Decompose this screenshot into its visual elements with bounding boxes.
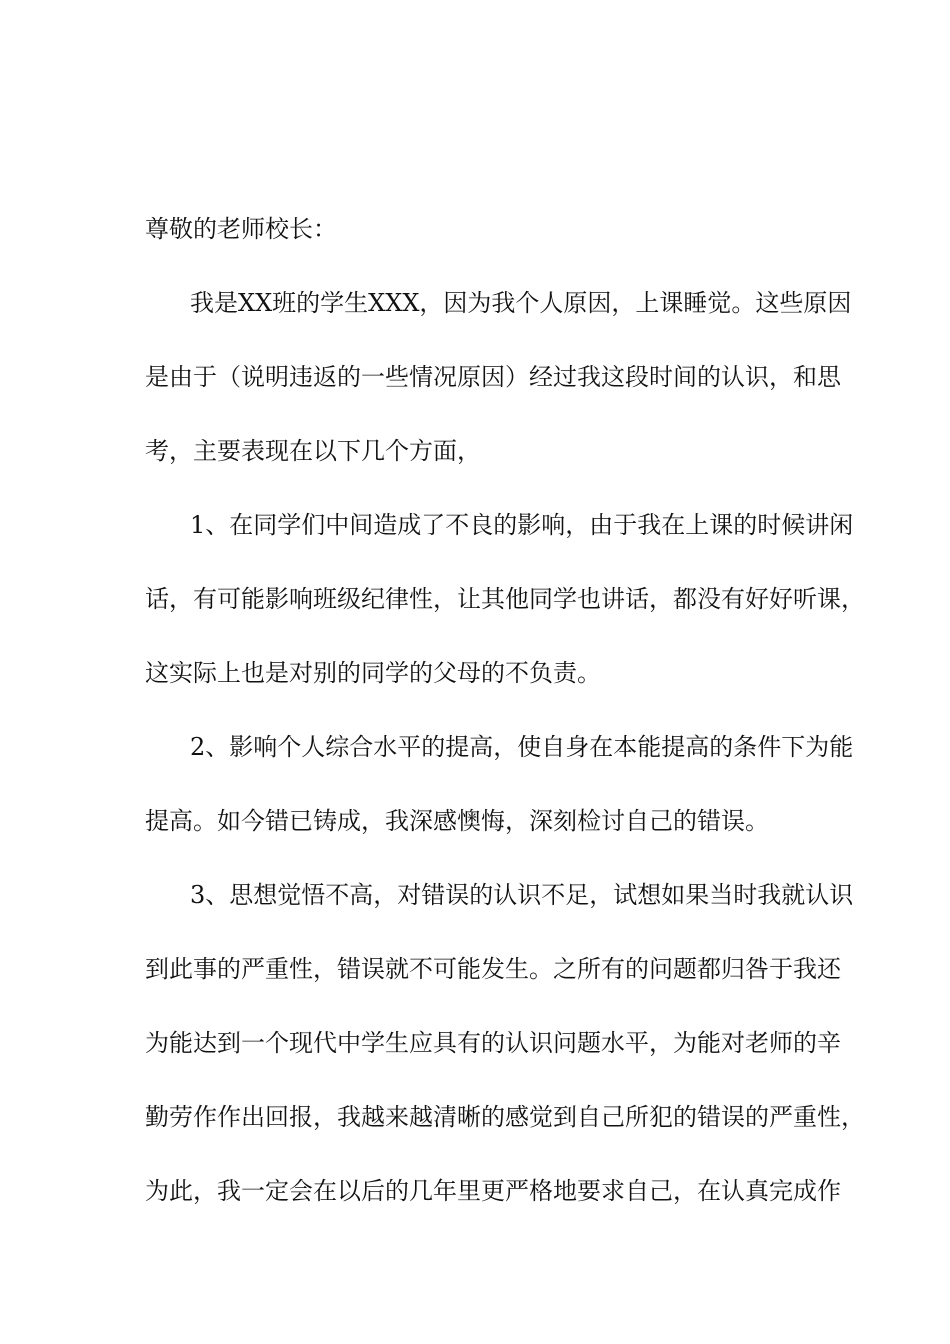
paragraph-line: 考，主要表现在以下几个方面， — [145, 437, 481, 465]
paragraph-line: 到此事的严重性，错误就不可能发生。之所有的问题都归咎于我还 — [145, 955, 841, 983]
paragraph-line: 3、思想觉悟不高，对错误的认识不足，试想如果当时我就认识 — [190, 881, 854, 909]
paragraph-line: 我是XX班的学生XXX，因为我个人原因，上课睡觉。这些原因 — [190, 289, 852, 317]
salutation: 尊敬的老师校长： — [145, 215, 337, 243]
paragraph-line: 话，有可能影响班级纪律性，让其他同学也讲话，都没有好好听课， — [145, 585, 865, 613]
paragraph-line: 这实际上也是对别的同学的父母的不负责。 — [145, 659, 601, 687]
paragraph-line: 为此，我一定会在以后的几年里更严格地要求自己，在认真完成作 — [145, 1177, 841, 1205]
paragraph-line: 提高。如今错已铸成，我深感懊悔，深刻检讨自己的错误。 — [145, 807, 769, 835]
paragraph-line: 1、在同学们中间造成了不良的影响，由于我在上课的时候讲闲 — [190, 511, 854, 539]
paragraph-line: 是由于（说明违返的一些情况原因）经过我这段时间的认识，和思 — [145, 363, 841, 391]
paragraph-line: 勤劳作作出回报，我越来越清晰的感觉到自己所犯的错误的严重性， — [145, 1103, 865, 1131]
paragraph-line: 2、影响个人综合水平的提高，使自身在本能提高的条件下为能 — [190, 733, 854, 761]
paragraph-line: 为能达到一个现代中学生应具有的认识问题水平，为能对老师的辛 — [145, 1029, 841, 1057]
